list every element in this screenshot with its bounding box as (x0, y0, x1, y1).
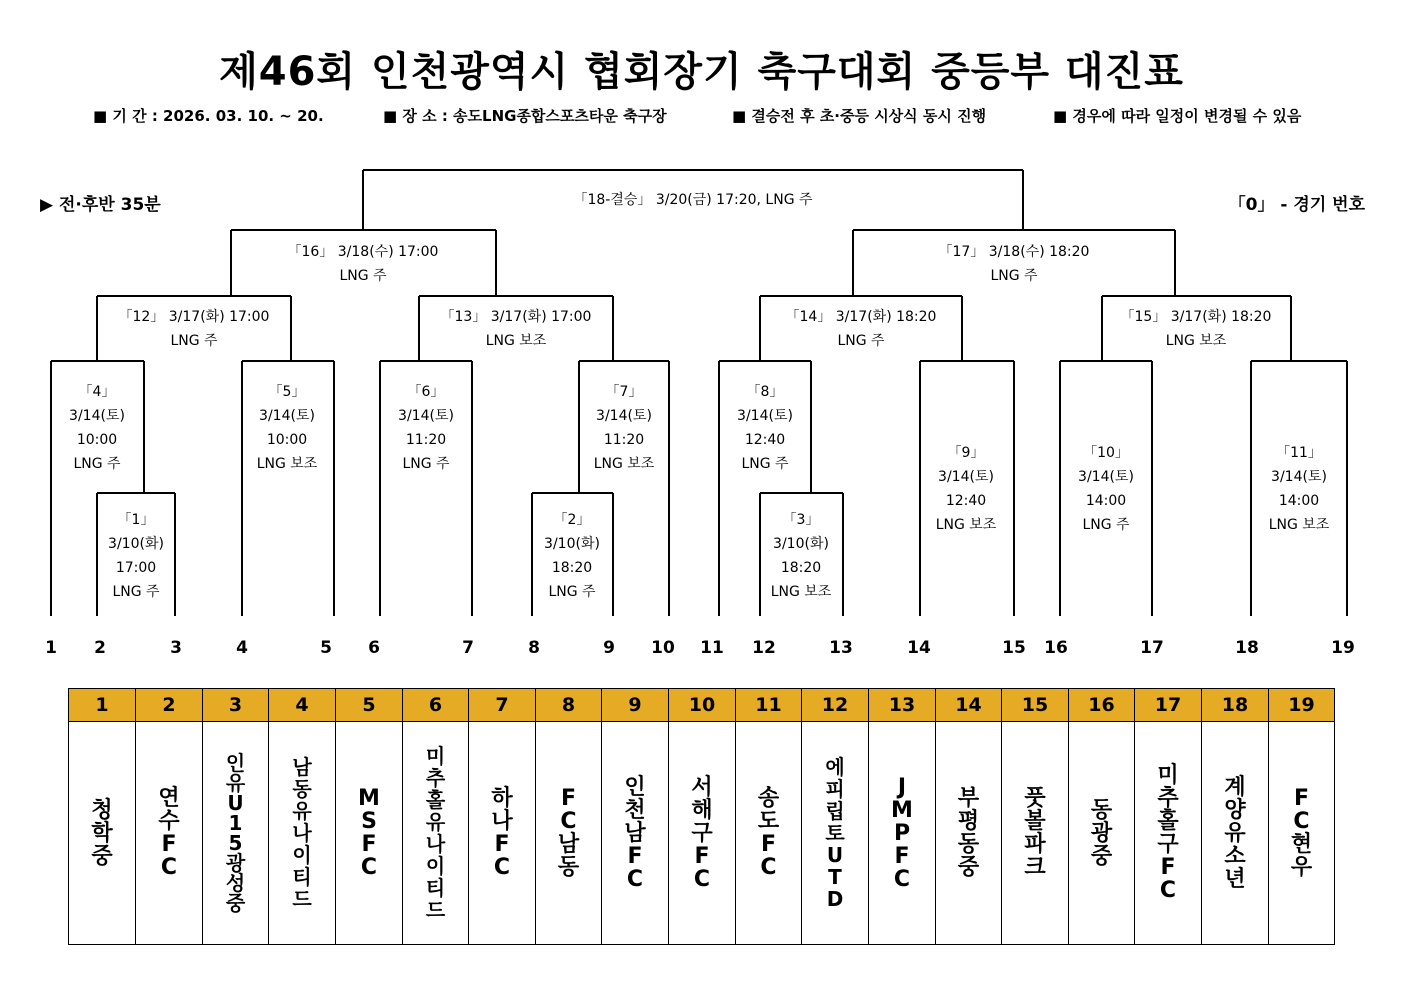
match-label-line: 3/14(토) (259, 408, 315, 424)
team-number: 17 (1135, 689, 1202, 722)
team-number: 18 (1202, 689, 1269, 722)
match-label-line: LNG 주 (548, 584, 596, 600)
match-label-line: 「5」 (268, 384, 306, 400)
team-name: MSFC (358, 786, 380, 880)
team-number: 11 (736, 689, 802, 722)
team-number: 8 (536, 689, 602, 722)
match-7 (584, 380, 664, 476)
teams-table (68, 688, 1335, 945)
match-13 (416, 305, 616, 353)
team-number: 1 (69, 689, 136, 722)
slot-number: 6 (368, 638, 380, 658)
match-label-line: LNG 주 (1082, 517, 1130, 533)
match-label-line: 3/14(토) (1078, 469, 1134, 485)
match-label-line: 10:00 (266, 432, 308, 448)
match-4 (57, 380, 137, 476)
match-label-line: 「11」 (1276, 445, 1322, 461)
team-name: 인유U15광성중 (225, 751, 246, 915)
slot-number: 9 (603, 638, 615, 658)
match-18-final (563, 188, 823, 212)
match-label-line: 「12」 3/17(화) 17:00 (118, 309, 270, 325)
slot-number: 18 (1235, 638, 1259, 658)
match-label-line: LNG 보조 (770, 584, 832, 600)
match-label-line: 3/14(토) (398, 408, 454, 424)
match-label-line: 「13」 3/17(화) 17:00 (440, 309, 592, 325)
slot-number: 2 (94, 638, 106, 658)
match-5 (247, 380, 327, 476)
match-label-line: 3/14(토) (69, 408, 125, 424)
match-label-line: 「4」 (78, 384, 116, 400)
slot-number: 10 (651, 638, 675, 658)
match-9 (926, 441, 1006, 537)
team-name: 미추홀유나이티드 (425, 744, 446, 922)
team-name: 청 학 중 (91, 797, 113, 869)
match-15 (1096, 305, 1296, 353)
match-label-line: 「14」 3/17(화) 18:20 (785, 309, 937, 325)
team-number: 2 (136, 689, 203, 722)
match-label-line: 14:00 (1085, 493, 1127, 509)
slot-number: 7 (462, 638, 474, 658)
ceremony-info: ■ 결승전 후 초·중등 시상식 동시 진행 (732, 107, 987, 125)
duration-note: ▶ 전·후반 35분 (40, 195, 161, 215)
match-label-line: 「6」 (407, 384, 445, 400)
match-label-line: 3/14(토) (938, 469, 994, 485)
team-number: 14 (936, 689, 1002, 722)
match-1 (96, 508, 176, 604)
team-name: 미추홀구FC (1157, 763, 1179, 903)
team-number: 16 (1069, 689, 1135, 722)
team-name: 남동유나이티드 (292, 755, 312, 911)
match-label-line: 3/10(화) (544, 536, 600, 552)
match-label-line: 12:40 (945, 493, 987, 509)
slot-number: 5 (320, 638, 332, 658)
match-8 (725, 380, 805, 476)
match-label-line: LNG 주 (339, 268, 387, 284)
team-name: 부평동중 (957, 786, 980, 880)
match-label-line: 11:20 (405, 432, 447, 448)
match-label-line: LNG 보조 (1165, 333, 1227, 349)
match-10 (1066, 441, 1146, 537)
match-label-line: 18:20 (780, 560, 822, 576)
match-label-line: LNG 보조 (485, 333, 547, 349)
team-number: 9 (602, 689, 669, 722)
match-label-line: LNG 주 (170, 333, 218, 349)
match-14 (761, 305, 961, 353)
match-label-line: LNG 주 (73, 456, 121, 472)
team-name: 에피립토UTD (825, 755, 845, 911)
match-label-line: 「15」 3/17(화) 18:20 (1120, 309, 1272, 325)
team-number: 7 (469, 689, 536, 722)
slot-number: 8 (528, 638, 540, 658)
team-name: JMPFC (891, 774, 913, 892)
match-2 (532, 508, 612, 604)
team-number: 15 (1002, 689, 1069, 722)
match-17 (914, 240, 1114, 288)
slot-number: 4 (236, 638, 248, 658)
slot-number: 19 (1331, 638, 1355, 658)
slot-number: 17 (1140, 638, 1164, 658)
match-11 (1259, 441, 1339, 537)
match-label-line: 3/14(토) (1271, 469, 1327, 485)
match-label-line: 「1」 (117, 512, 155, 528)
match-label-line: LNG 주 (741, 456, 789, 472)
team-number: 19 (1269, 689, 1335, 722)
match-label-line: LNG 주 (112, 584, 160, 600)
period-info: ■ 기 간 : 2026. 03. 10. ~ 20. (93, 107, 324, 125)
team-name: FC남동 (557, 786, 580, 880)
slot-number: 13 (829, 638, 853, 658)
venue-info: ■ 장 소 : 송도LNG종합스포츠타운 축구장 (383, 107, 667, 125)
team-name: 인천남FC (624, 774, 646, 892)
slot-number: 14 (907, 638, 931, 658)
team-name: 연수FC (158, 786, 180, 880)
team-number: 10 (669, 689, 736, 722)
match-16 (263, 240, 463, 288)
team-name: FC현우 (1290, 786, 1313, 880)
slot-number: 15 (1002, 638, 1026, 658)
match-label-line: 3/14(토) (737, 408, 793, 424)
match-12 (94, 305, 294, 353)
teams-name-row (69, 722, 1335, 945)
team-name: 송도FC (757, 786, 780, 880)
match-6 (386, 380, 466, 476)
team-number: 6 (403, 689, 469, 722)
team-name: 하나FC (491, 786, 513, 880)
match-label-line: 11:20 (603, 432, 645, 448)
match-label-line: LNG 주 (837, 333, 885, 349)
match-label-line: 「7」 (605, 384, 643, 400)
slot-number: 12 (752, 638, 776, 658)
team-number: 3 (203, 689, 269, 722)
slot-number: 16 (1044, 638, 1068, 658)
team-number: 13 (869, 689, 936, 722)
match-label-line: LNG 보조 (1268, 517, 1330, 533)
team-name: 풋볼파크 (1024, 786, 1046, 880)
match-label-line: 3/10(화) (773, 536, 829, 552)
match-label-line: 18:20 (551, 560, 593, 576)
team-number: 5 (336, 689, 403, 722)
match-label-line: 17:00 (115, 560, 157, 576)
match-label-line: 14:00 (1278, 493, 1320, 509)
teams-header-row (69, 689, 1335, 722)
match-label-line: 10:00 (76, 432, 118, 448)
match-3 (761, 508, 841, 604)
slot-number: 3 (170, 638, 182, 658)
schedule-change-info: ■ 경우에 따라 일정이 변경될 수 있음 (1053, 107, 1302, 125)
match-label-line: 「17」 3/18(수) 18:20 (938, 244, 1090, 260)
match-label-line: LNG 보조 (593, 456, 655, 472)
team-name: 서해구FC (691, 774, 713, 892)
match-label-line: 12:40 (744, 432, 786, 448)
match-number-legend: 「0」 - 경기 번호 (1228, 195, 1365, 215)
slot-number: 1 (45, 638, 57, 658)
team-name: 계양유소년 (1224, 774, 1246, 892)
match-label-line: 「10」 (1083, 445, 1129, 461)
match-label-line: LNG 주 (990, 268, 1038, 284)
match-label-line: 「9」 (947, 445, 985, 461)
match-label-line: 「3」 (782, 512, 820, 528)
match-label-line: 3/14(토) (596, 408, 652, 424)
team-number: 12 (802, 689, 869, 722)
team-number: 4 (269, 689, 336, 722)
match-label-line: 3/10(화) (108, 536, 164, 552)
match-label-line: 「18-결승」 3/20(금) 17:20, LNG 주 (573, 192, 813, 208)
page-title: 제46회 인천광역시 협회장기 축구대회 중등부 대진표 (219, 49, 1184, 95)
match-label-line: LNG 주 (402, 456, 450, 472)
match-label-line: 「2」 (553, 512, 591, 528)
match-label-line: 「8」 (746, 384, 784, 400)
slot-number: 11 (700, 638, 724, 658)
match-label-line: LNG 보조 (256, 456, 318, 472)
team-name: 동광중 (1090, 797, 1113, 869)
match-label-line: 「16」 3/18(수) 17:00 (287, 244, 439, 260)
match-label-line: LNG 보조 (935, 517, 997, 533)
